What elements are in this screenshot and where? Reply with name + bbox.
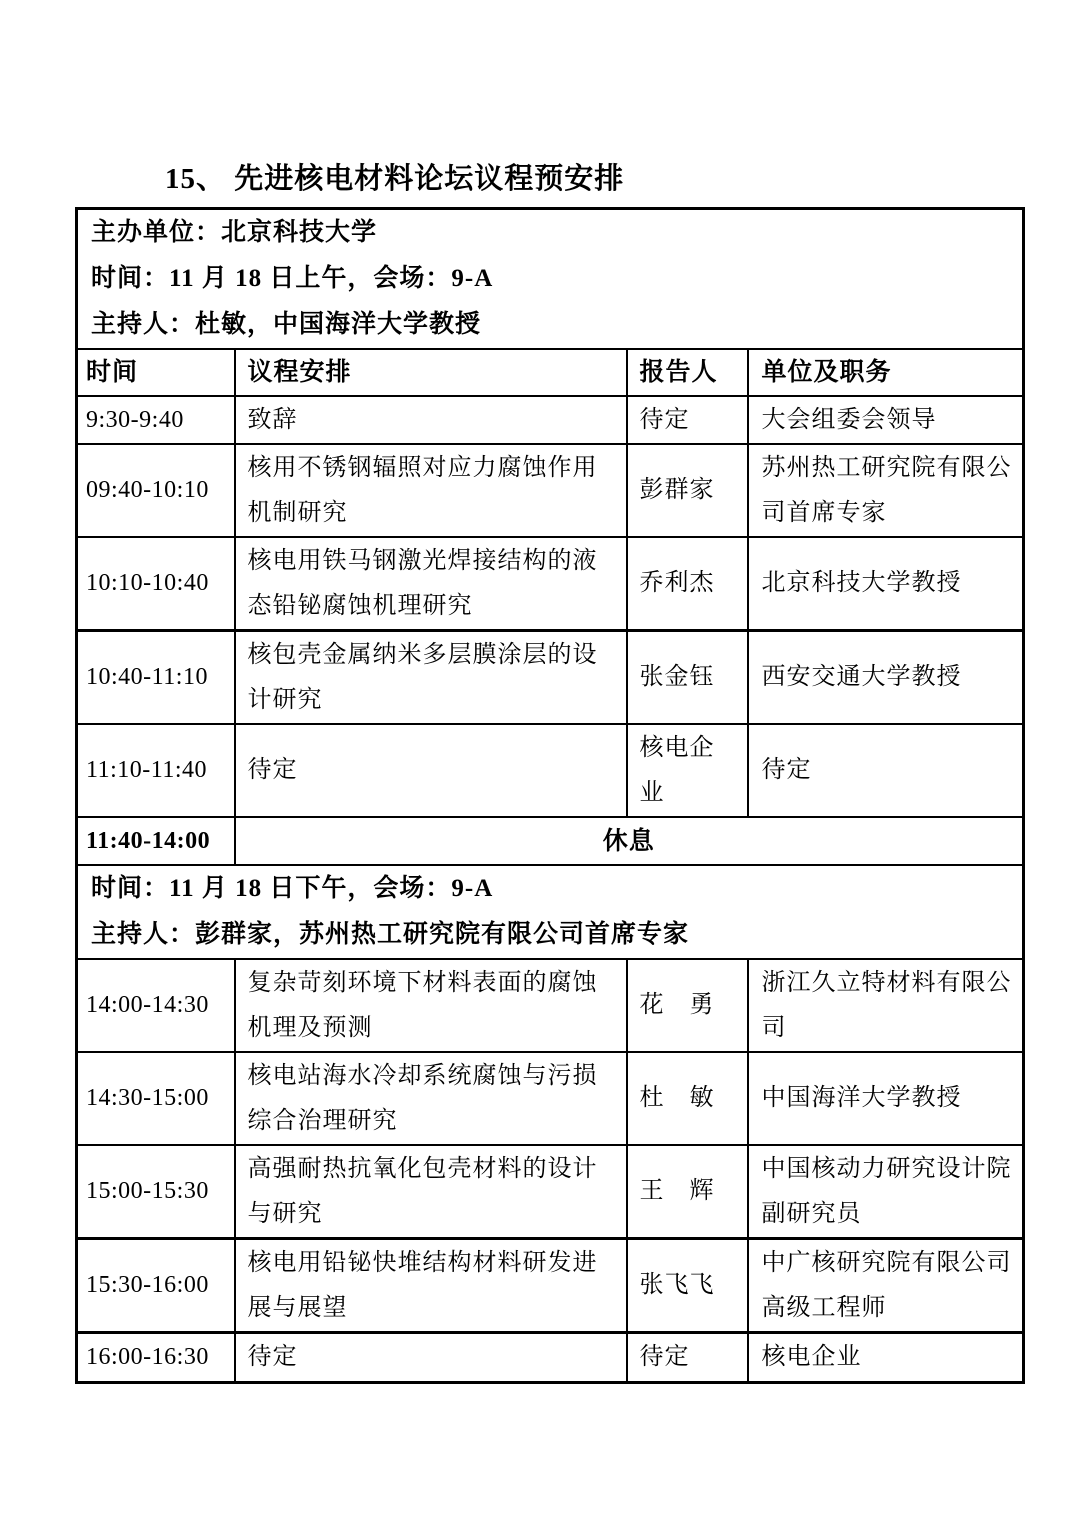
speaker-cell: 彭群家 (627, 444, 748, 537)
time-cell: 14:30-15:00 (77, 1052, 235, 1145)
agenda-cell: 待定 (235, 1333, 627, 1383)
unit-cell: 待定 (748, 724, 1024, 817)
break-label-cell: 休息 (235, 817, 1024, 865)
organizer-line: 主办单位：北京科技大学 (91, 219, 378, 246)
unit-cell: 大会组委会领导 (748, 396, 1024, 444)
agenda-cell: 核电用铅铋快堆结构材料研发进展与展望 (235, 1239, 627, 1333)
unit-cell: 西安交通大学教授 (748, 631, 1024, 725)
agenda-cell: 高强耐热抗氧化包壳材料的设计与研究 (235, 1145, 627, 1239)
time-cell: 10:10-10:40 (77, 537, 235, 631)
agenda-cell: 核包壳金属纳米多层膜涂层的设计研究 (235, 631, 627, 725)
table-row (77, 724, 1024, 817)
unit-cell: 苏州热工研究院有限公司首席专家 (748, 444, 1024, 537)
speaker-cell: 待定 (627, 396, 748, 444)
header-row (77, 349, 1024, 396)
agenda-table (75, 207, 1025, 1384)
speaker-cell: 待定 (627, 1333, 748, 1383)
speaker-cell: 王 辉 (627, 1145, 748, 1239)
time-cell: 09:40-10:10 (77, 444, 235, 537)
agenda-cell: 核用不锈钢辐照对应力腐蚀作用机制研究 (235, 444, 627, 537)
speaker-cell: 杜 敏 (627, 1052, 748, 1145)
time-cell: 15:30-16:00 (77, 1239, 235, 1333)
morning-time-line: 时间：11 月 18 日上午，会场：9-A (91, 265, 494, 292)
unit-cell: 核电企业 (748, 1333, 1024, 1383)
speaker-cell: 乔利杰 (627, 537, 748, 631)
table-row (77, 1239, 1024, 1333)
table-row (77, 444, 1024, 537)
morning-session-info-cell (77, 209, 1024, 350)
table-row (77, 631, 1024, 725)
table-row (77, 959, 1024, 1052)
table-row (77, 1145, 1024, 1239)
page-title: 15、 先进核电材料论坛议程预安排 (165, 163, 625, 195)
header-time: 时间 (77, 349, 235, 396)
unit-cell: 中国海洋大学教授 (748, 1052, 1024, 1145)
break-time-cell: 11:40-14:00 (77, 817, 235, 865)
unit-cell: 中国核动力研究设计院副研究员 (748, 1145, 1024, 1239)
morning-session-info-row (77, 209, 1024, 350)
time-cell: 10:40-11:10 (77, 631, 235, 725)
afternoon-session-info-cell (77, 865, 1024, 959)
table-row (77, 537, 1024, 631)
table-row (77, 1052, 1024, 1145)
time-cell: 9:30-9:40 (77, 396, 235, 444)
agenda-cell: 待定 (235, 724, 627, 817)
unit-cell: 中广核研究院有限公司高级工程师 (748, 1239, 1024, 1333)
time-cell: 16:00-16:30 (77, 1333, 235, 1383)
header-unit: 单位及职务 (748, 349, 1024, 396)
agenda-cell: 复杂苛刻环境下材料表面的腐蚀机理及预测 (235, 959, 627, 1052)
speaker-cell: 张飞飞 (627, 1239, 748, 1333)
unit-cell: 北京科技大学教授 (748, 537, 1024, 631)
unit-cell: 浙江久立特材料有限公司 (748, 959, 1024, 1052)
agenda-cell: 核电用铁马钢激光焊接结构的液态铅铋腐蚀机理研究 (235, 537, 627, 631)
speaker-cell: 张金钰 (627, 631, 748, 725)
afternoon-session-info-row (77, 865, 1024, 959)
speaker-cell: 核电企业 (627, 724, 748, 817)
table-row (77, 396, 1024, 444)
agenda-cell: 致辞 (235, 396, 627, 444)
table-row (77, 1333, 1024, 1383)
header-speaker: 报告人 (627, 349, 748, 396)
time-cell: 15:00-15:30 (77, 1145, 235, 1239)
morning-host-line: 主持人：杜敏，中国海洋大学教授 (91, 311, 482, 338)
header-agenda: 议程安排 (235, 349, 627, 396)
time-cell: 11:10-11:40 (77, 724, 235, 817)
time-cell: 14:00-14:30 (77, 959, 235, 1052)
agenda-cell: 核电站海水冷却系统腐蚀与污损综合治理研究 (235, 1052, 627, 1145)
speaker-cell: 花 勇 (627, 959, 748, 1052)
break-row (77, 817, 1024, 865)
afternoon-time-line: 时间：11 月 18 日下午，会场：9-A (91, 875, 494, 902)
afternoon-host-line: 主持人：彭群家，苏州热工研究院有限公司首席专家 (91, 921, 690, 948)
